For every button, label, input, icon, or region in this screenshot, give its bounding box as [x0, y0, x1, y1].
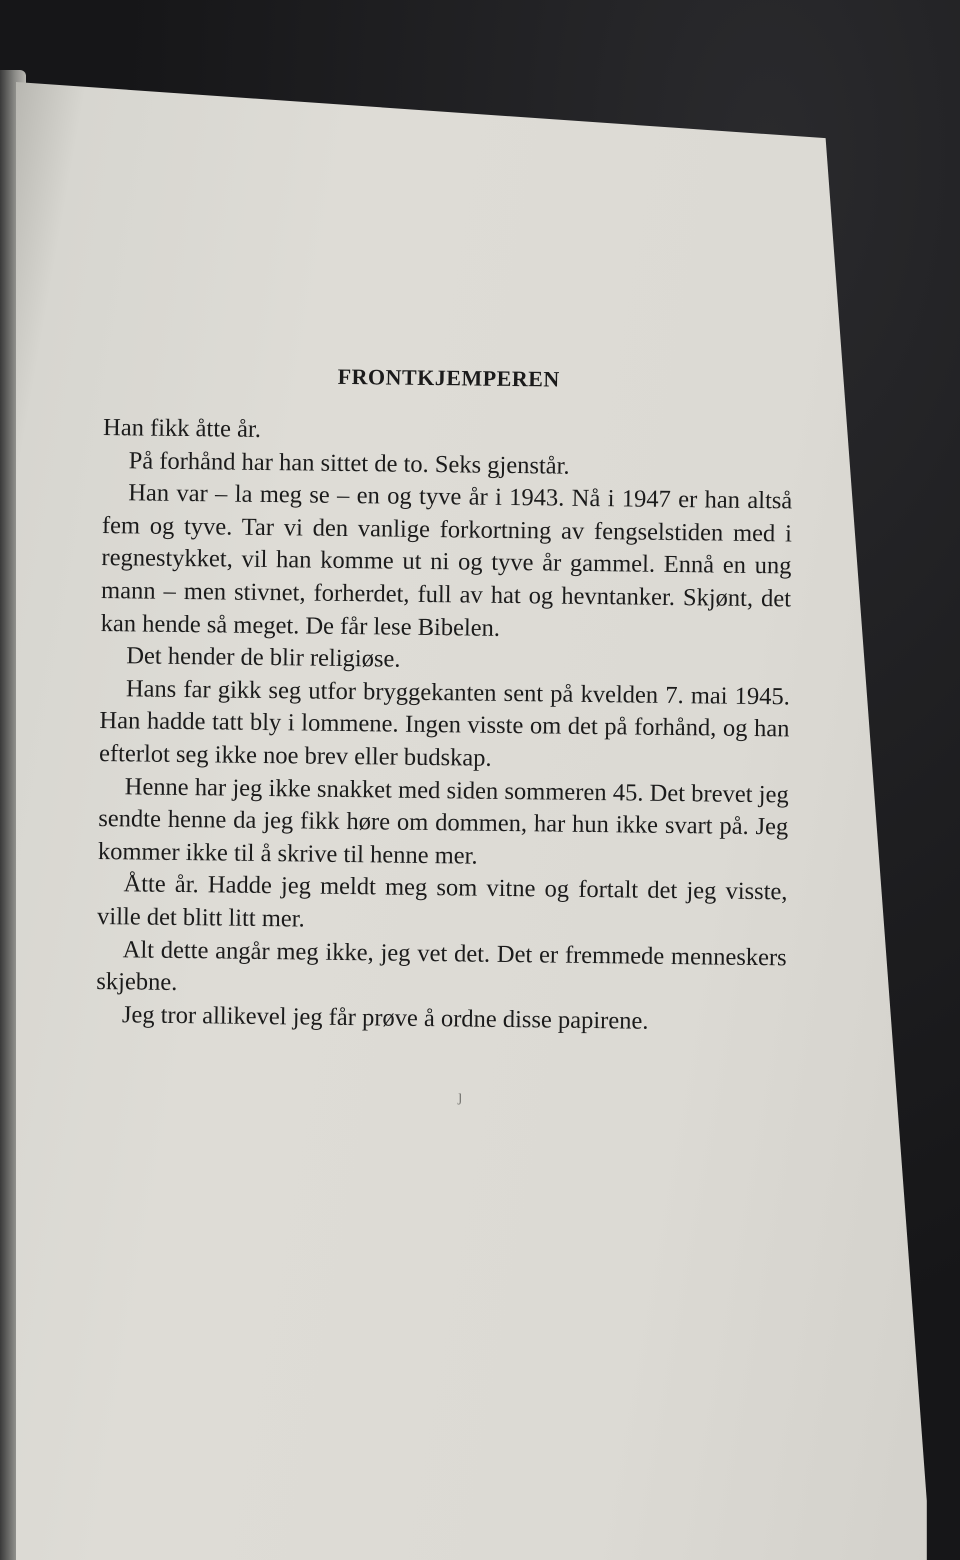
paragraph: Han fikk åtte år.	[102, 413, 262, 443]
paragraph: Det hender de blir religiøse.	[126, 642, 401, 673]
paragraph: Han var – la meg se – en og tyve år i 1943. Nå i 1947 er han altså fem og tyve. Tar vi den vanlige forkortning av fengselstiden med i regnestykket, vil han komme ut ni og tyve år gammel. Ennå en ung mann – men stivnet, forherdet, full av hat og hevntanker. Skjønt, det kan hende så meget. De får lese Bibelen.	[100, 479, 793, 642]
paragraph: Hans far gikk seg utfor bryggekanten sent på kvelden 7. mai 1945. Han hadde tatt bly i lommene. Ingen visste om det på forhånd, og han efterlot seg ikke noe brev eller budskap.	[98, 675, 791, 772]
paragraph: Henne har jeg ikke snakket med siden sommeren 45. Det brevet jeg sendte henne da jeg fikk høre om dommen, har hun ikke svart på. Jeg kommer ikke til å skrive til henne mer.	[97, 772, 789, 870]
page-mark: ȷ	[458, 1088, 463, 1105]
paragraph: På forhånd har han sittet de to. Seks gjenstår.	[128, 446, 570, 480]
paragraph: Åtte år. Hadde jeg meldt meg som vitne og fortalt det jeg visste, ville det blitt litt mer.	[96, 870, 788, 933]
paragraph: Jeg tror allikevel jeg får prøve å ordne disse papirene.	[121, 1000, 649, 1035]
chapter-title: FRONTKJEMPEREN	[337, 363, 560, 392]
paragraph: Alt dette angår meg ikke, jeg vet det. Det er fremmede menneskers skjebne.	[96, 935, 787, 997]
page-text	[96, 354, 794, 1040]
